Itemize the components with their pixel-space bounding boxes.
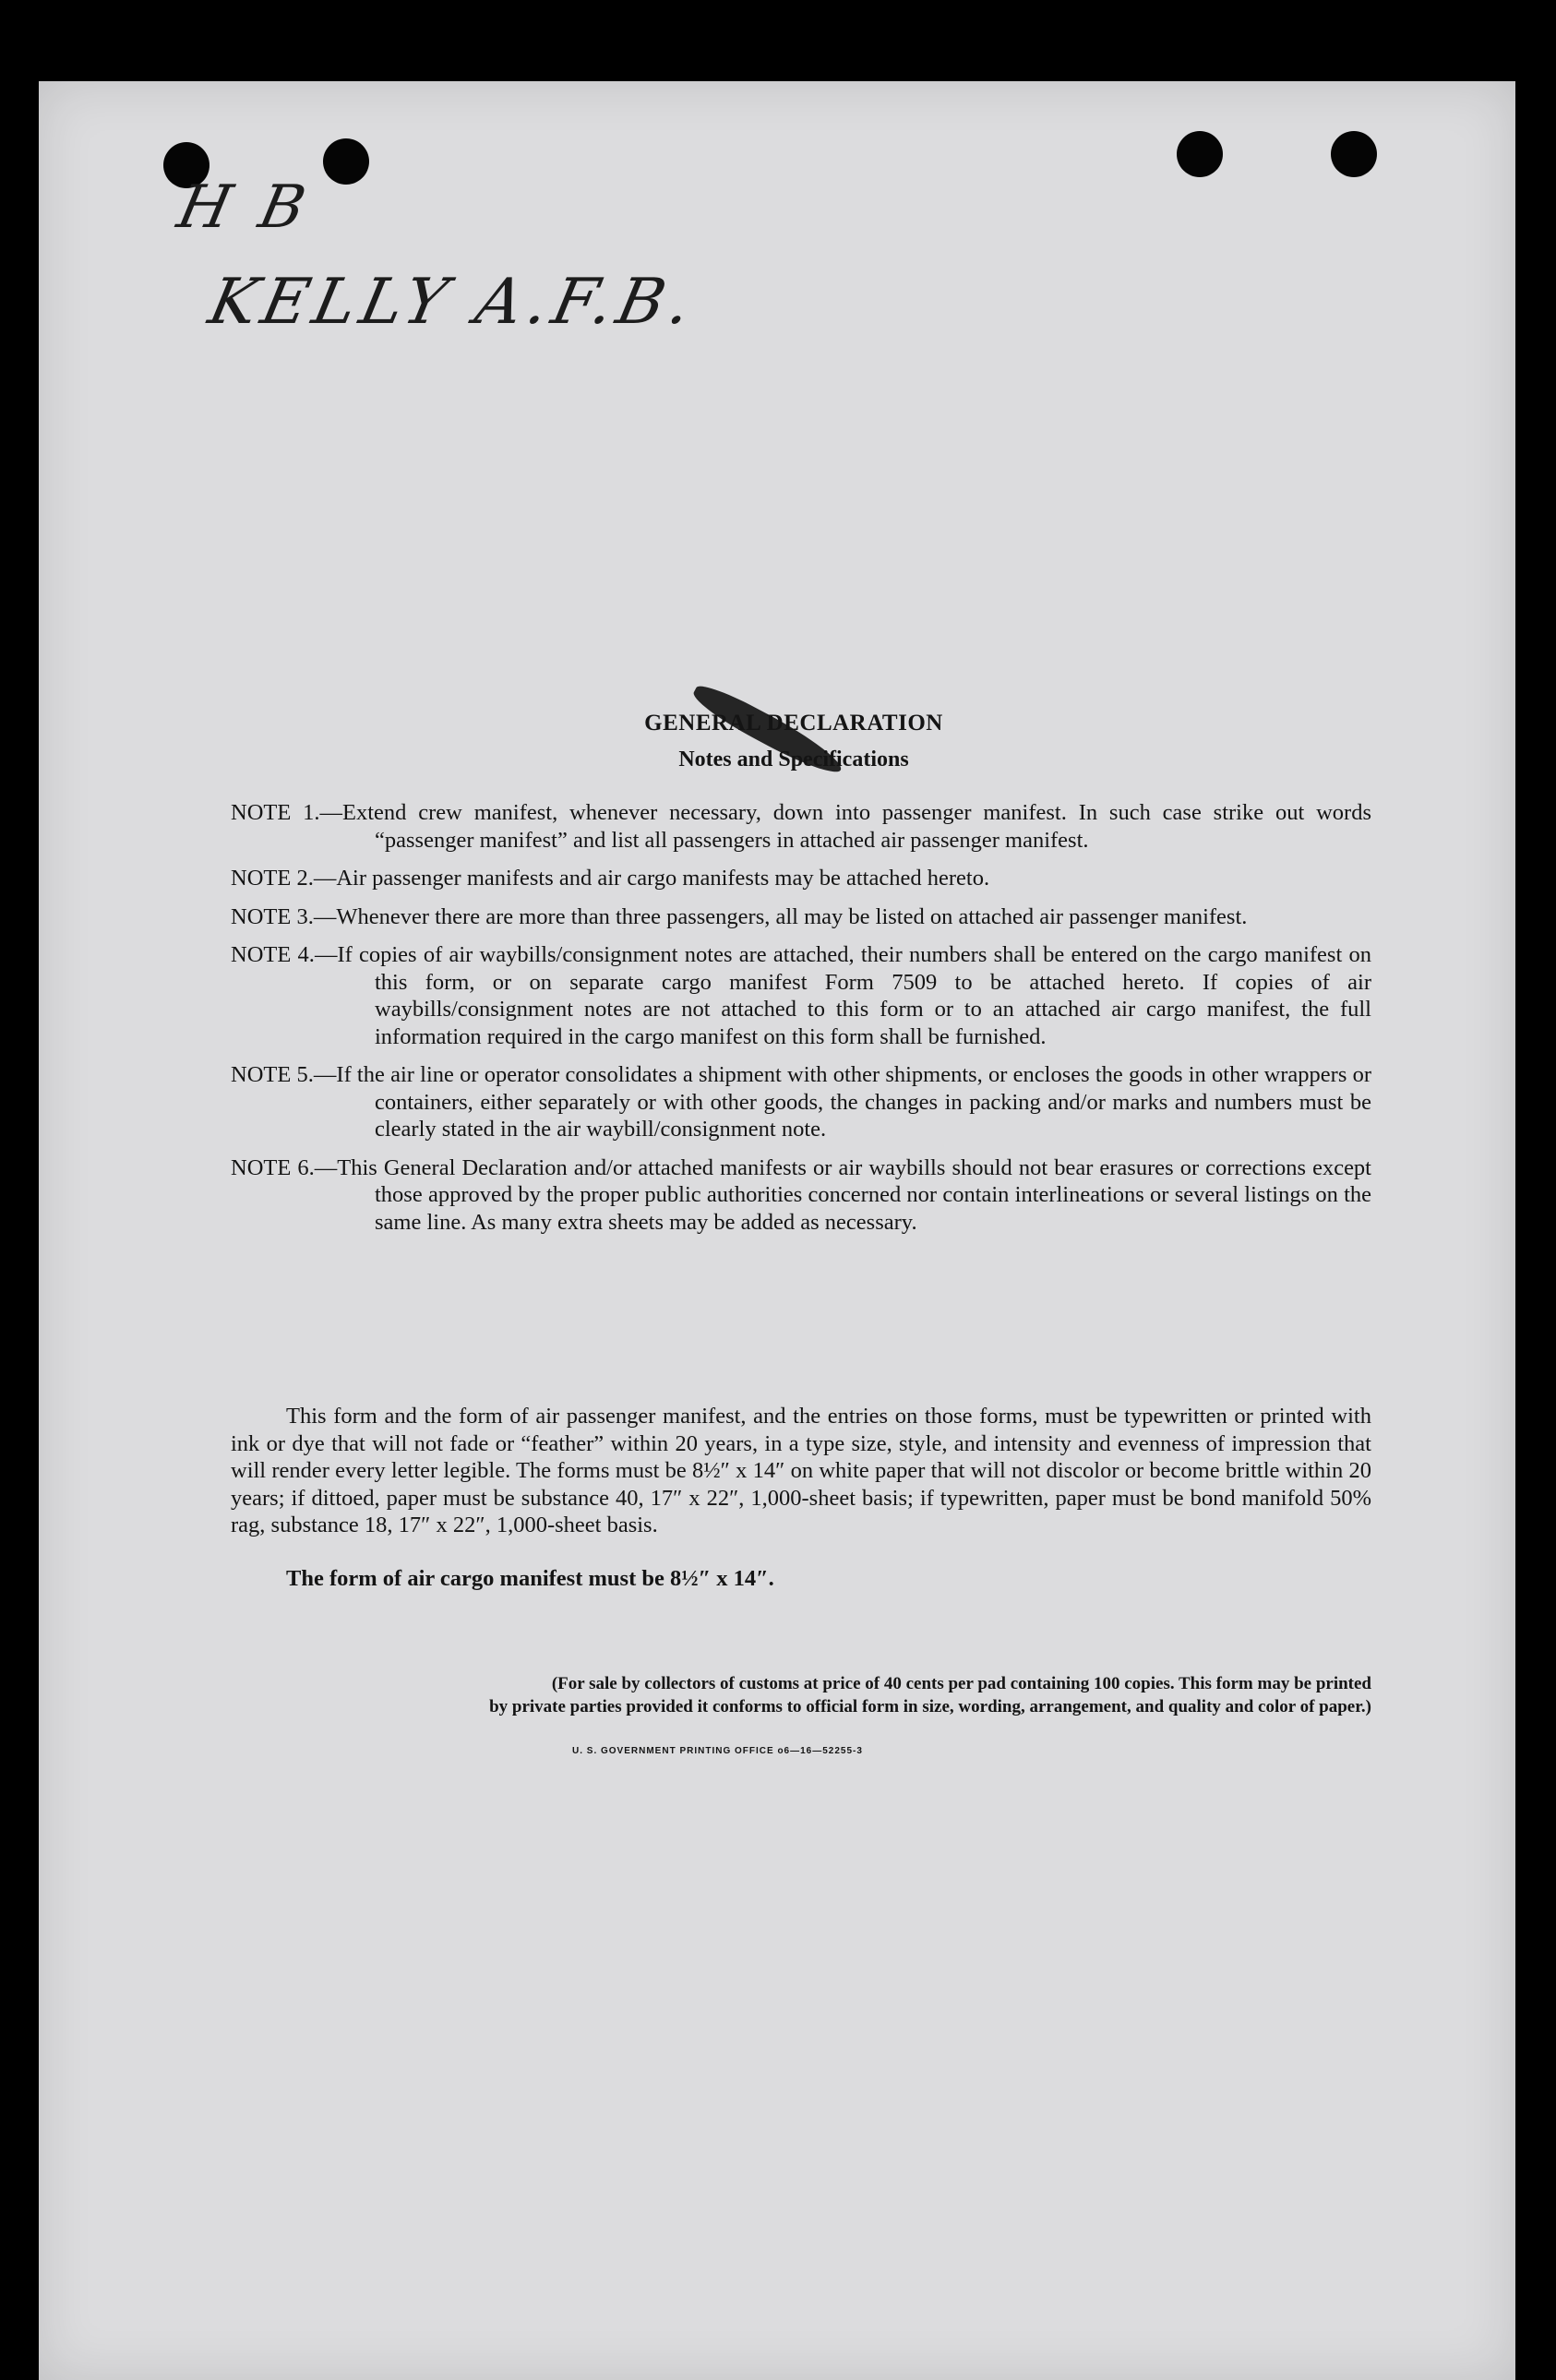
note-item: NOTE 4.—If copies of air waybills/consignment notes are attached, their numbers shall be entered on the cargo manifest on this form, or on separate cargo manifest Form 7509 to be attached hereto. If copies of air waybills/consignment notes are not attached to this form or to an attached air cargo manifest, the full information required in the cargo manifest on this form shall be furnished. [231,942,1371,1049]
note-text: Whenever there are more than three passengers, all may be listed on attached air passenger manifest. [336,903,1248,929]
specification-paragraph: This form and the form of air passenger manifest, and the entries on those forms, must be typewritten or printed with ink or dye that will not fade or “feather” within 20 years, in a type size, style, and intensity and evenness of impression that will render every letter legible. The forms must be 8½″ x 14″ on white paper that will not discolor or become brittle within 20 years; if dittoed, paper must be substance 40, 17″ x 22″, 1,000-sheet basis; if typewritten, paper must be bond manifold 50% rag, substance 18, 17″ x 22″, 1,000-sheet basis. [231,1404,1371,1537]
note-label: NOTE 1. [231,800,320,825]
note-label: NOTE 6. [231,1154,315,1180]
sale-notice [231,1672,1371,1718]
handwritten-note-line2: KELLY A.F.B. [202,266,703,339]
notes-list [231,799,1371,1247]
note-item: NOTE 2.—Air passenger manifests and air cargo manifests may be attached hereto. [231,866,990,891]
note-label: NOTE 5. [231,1062,314,1087]
sale-notice-line1: (For sale by collectors of customs at price of 40 cents per pad containing 100 copies. This form may be printed [551,1674,1371,1693]
note-item: NOTE 3.—Whenever there are more than three passengers, all may be listed on attached air passenger manifest. [231,903,1248,929]
note-text: This General Declaration and/or attached manifests or air waybills should not bear erasures or corrections except those approved by the proper public authorities concerned nor contain interlineations or several listings on the same line. As many extra sheets may be added as necessary. [337,1154,1371,1235]
handwritten-note-line1: H B [172,173,317,242]
note-text: Extend crew manifest, whenever necessary, down into passenger manifest. In such case strike out words “passenger manifest” and list all passengers in attached air passenger manifest. [342,800,1371,853]
page-title: GENERAL DECLARATION [644,711,943,736]
note-label: NOTE 4. [231,942,315,967]
printer-imprint: U. S. GOVERNMENT PRINTING OFFICE o6—16—52255-3 [572,1746,863,1756]
note-item: NOTE 6.—This General Declaration and/or attached manifests or air waybills should not bear erasures or corrections except those approved by the proper public authorities concerned nor contain interlineations or several listings on the same line. As many extra sheets may be added as necessary. [231,1154,1371,1235]
page-subtitle: Notes and Specifications [678,747,909,771]
note-text: If the air line or operator consolidates a shipment with other shipments, or encloses the goods in other wrappers or containers, either separately or with other goods, the changes in packing and/or marks and numbers must be clearly stated in the air waybill/consignment note. [336,1062,1371,1142]
note-label: NOTE 3. [231,903,314,929]
note-item: NOTE 1.—Extend crew manifest, whenever necessary, down into passenger manifest. In such case strike out words “passenger manifest” and list all passengers in attached air passenger manifest. [231,800,1371,853]
note-label: NOTE 2. [231,866,314,891]
cargo-size-note: The form of air cargo manifest must be 8½″ x 14″. [286,1566,774,1591]
note-item: NOTE 5.—If the air line or operator consolidates a shipment with other shipments, or encloses the goods in other wrappers or containers, either separately or with other goods, the changes in packing and/or marks and numbers must be clearly stated in the air waybill/consignment note. [231,1062,1371,1142]
note-text: Air passenger manifests and air cargo manifests may be attached hereto. [336,866,990,891]
note-text: If copies of air waybills/consignment notes are attached, their numbers shall be entered on the cargo manifest on this form, or on separate cargo manifest Form 7509 to be attached hereto. If copies of air waybills/consignment notes are not attached to this form or to an attached air cargo manifest, the full information required in the cargo manifest on this form shall be furnished. [337,942,1371,1049]
sale-notice-line2: by private parties provided it conforms to official form in size, wording, arrangement, and quality and color of paper.) [489,1697,1371,1716]
